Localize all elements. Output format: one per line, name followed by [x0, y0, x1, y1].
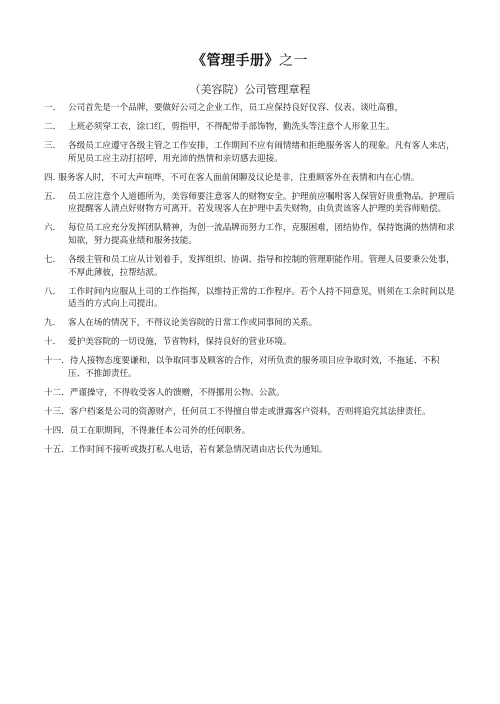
rule-number: 七．: [44, 255, 62, 266]
rule-number: 一．: [44, 103, 62, 113]
rule-text: 员工在职期间，不得兼任本公司外的任何职务。: [69, 426, 251, 437]
rule-number: 八．: [44, 286, 62, 297]
rules-list: [44, 102, 456, 463]
rule-number: 十．: [44, 337, 62, 348]
rule-item-6: [44, 222, 456, 247]
document-title-suffix: 之一: [279, 53, 308, 69]
rule-text: 待人接物态度要谦和，以争取同事及顾客的合作，对所负责的服务项目应争取时效，不拖延、不积压、不推卸责任。: [68, 356, 440, 379]
rule-text: 上班必须穿工衣，涂口红，剪指甲，不得配带手部饰物，勤洗头等注意个人形象卫生。: [68, 122, 395, 133]
rule-item-2: [44, 121, 456, 134]
rule-item-10: [44, 336, 456, 349]
rule-text: 工作时间不接听或拨打私人电话，若有紧急情况请由店长代为通知。: [69, 445, 328, 456]
rule-item-7: [44, 254, 456, 279]
rule-text: 公司首先是一个品牌，要做好公司之企业工作，员工应保持良好仪容、仪表、谈吐高雅，: [68, 103, 404, 113]
rule-text: 服务客人时，不可大声喧哗，不可在客人面前闲聊及议论是非，注重顾客外在表情和内在心情。: [58, 172, 420, 183]
rule-number: 十三．: [44, 407, 70, 418]
rule-text: 严谨操守，不得收受客人的馈赠，不得挪用公物、公款。: [69, 388, 285, 399]
rule-text: 工作时间内应服从上司的工作指挥，以维持正常的工作程序。若个人持不同意见，则须在工余时间以是适当的方式向上司提出。: [68, 286, 455, 310]
rule-number: 九．: [44, 318, 62, 329]
rule-number: 十二．: [44, 388, 70, 399]
document-title: [0, 52, 500, 70]
rule-text: 客人在场的情况下，不得议论美容院的日常工作或同事间的关系。: [68, 318, 318, 329]
rule-item-9: [44, 317, 456, 330]
rule-number: 五．: [44, 191, 62, 202]
rule-text: 客户档案是公司的资源财产，任何员工不得擅自带走或泄露客户资料，否则将追究其法律责任。: [69, 407, 431, 418]
rule-number: 十四．: [44, 426, 70, 437]
rule-item-15: [44, 444, 456, 457]
rule-number: 六．: [44, 223, 62, 234]
rule-number: 三．: [44, 141, 62, 152]
rule-item-1: [44, 102, 456, 115]
rule-text: 各级员工应遵守各级主管之工作安排，工作期间不应有闹情绪和拒绝服务客人的现象。凡有客人来店，所见员工应主动打招呼，用充沛的热情和亲切感去迎接。: [68, 141, 455, 164]
rule-number: 十一．: [44, 356, 70, 367]
rule-item-5: [44, 191, 456, 216]
rule-item-12: [44, 387, 456, 400]
rule-item-8: [44, 286, 456, 311]
rule-item-14: [44, 425, 456, 438]
document-subtitle: （美容院）公司管理章程: [189, 83, 311, 96]
document-title-text: 《管理手册》: [192, 53, 279, 69]
rule-item-4: [44, 172, 456, 185]
rule-text: 各级主管和员工应从计划着手，发挥组织、协调、指导和控制的管理职能作用。管理人员要秉公处事，不厚此薄彼，拉帮结派。: [68, 255, 455, 278]
rule-number: 四.: [44, 172, 56, 183]
rule-item-13: [44, 406, 456, 419]
rule-text: 每位员工应充分发挥团队精神，为创一流品牌而努力工作，克服困难，团结协作，保持饱满的热情和求知欲，努力提高业绩和服务技能。: [68, 223, 455, 246]
rule-item-3: [44, 140, 456, 165]
rule-text: 爱护美容院的一切设施，节省物料，保持良好的营业环境。: [68, 337, 292, 348]
rule-item-11: [44, 355, 456, 380]
rule-text: 员工应注意个人道德所为，美容师要注意客人的财物安全。护理前应嘱咐客人保管好贵重物品。护理后应提醒客人清点好财物方可离开。若发现客人在护理中丢失财物，由负责该客人护理的美容师赔偿。: [68, 191, 455, 215]
rule-number: 二．: [44, 122, 62, 133]
rule-number: 十五．: [44, 445, 70, 456]
